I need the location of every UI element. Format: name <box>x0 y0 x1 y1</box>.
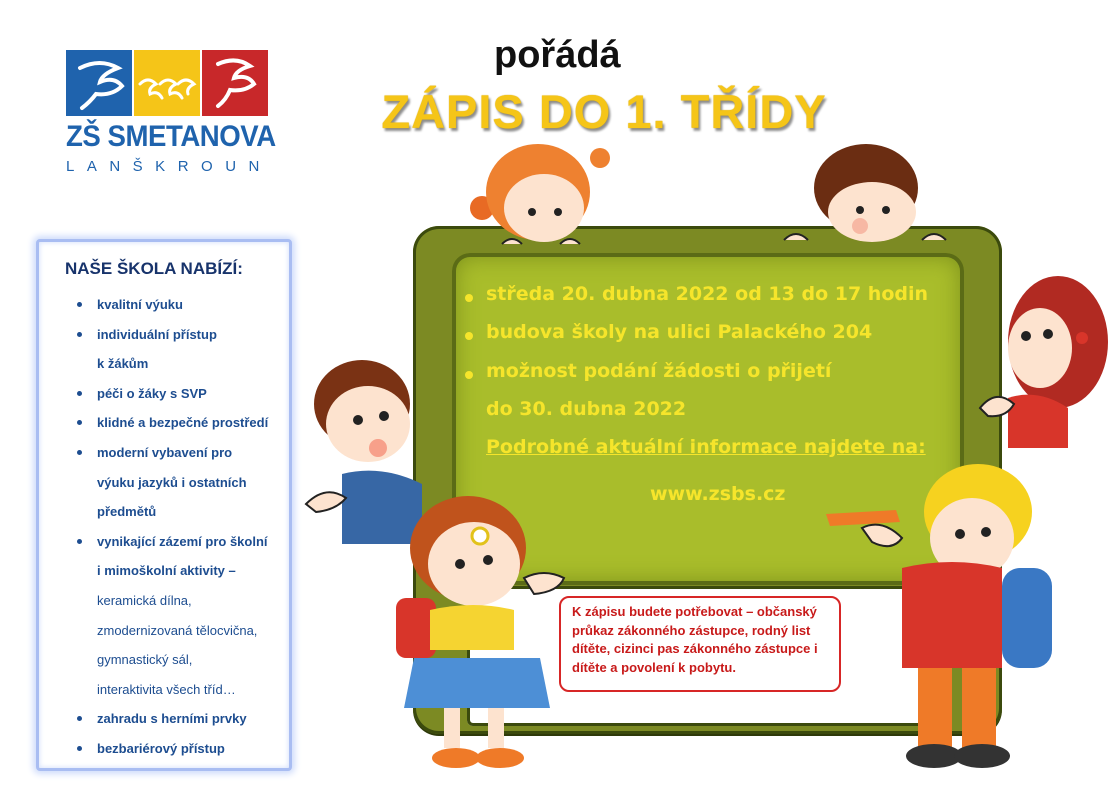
note-line: K zápisu budete potřebovat – občanský <box>572 604 817 619</box>
offer-item-text: individuální přístup <box>97 326 217 342</box>
application-deadline: do 30. dubna 2022 <box>486 398 687 420</box>
girl-right-illustration <box>978 268 1108 458</box>
girl-peeking-illustration <box>440 118 620 248</box>
offer-subitem-text: interaktivita všech tříd… <box>97 681 236 697</box>
offer-item-text: klidné a bezpečné prostředí <box>97 415 269 431</box>
list-item <box>39 438 297 527</box>
offer-item-text: moderní vybavení pro <box>97 444 233 460</box>
page-title: ZÁPIS DO 1. TŘÍDY <box>381 85 827 138</box>
list-item <box>39 290 297 320</box>
event-place: budova školy na ulici Palackého 204 <box>486 321 873 343</box>
application-info: možnost podání žádosti o přijetí <box>486 360 832 382</box>
offer-list <box>39 290 297 764</box>
girl-front-illustration <box>384 488 574 778</box>
offer-item-text: kvalitní výuku <box>97 297 183 312</box>
offer-item-text: předmětů <box>97 504 157 520</box>
requirements-note <box>559 596 841 692</box>
note-line: dítěte, cizinci pas zákonného zástupce i <box>572 641 818 657</box>
offer-item-text: vynikající zázemí pro školní <box>97 533 268 549</box>
info-link-text[interactable]: Podrobné aktuální informace najdete na: <box>486 436 926 458</box>
list-item <box>39 704 297 734</box>
bullet-icon <box>465 371 473 379</box>
website-link[interactable]: www.zsbs.cz <box>650 483 786 505</box>
offer-title: NAŠE ŠKOLA NABÍZÍ: <box>65 259 243 278</box>
offer-item-text: zahradu s herními prvky <box>97 711 247 727</box>
boy-peeking-illustration <box>776 138 956 248</box>
bullet-icon <box>465 294 473 302</box>
list-item <box>39 320 297 379</box>
logo-school-name: ZŠ SMETANOVA <box>66 120 276 153</box>
note-line: dítěte a povolení k pobytu. <box>572 659 736 675</box>
note-line: průkaz zákonného zástupce, rodný list <box>572 622 811 638</box>
offer-item-text: péči o žáky s SVP <box>97 385 207 401</box>
school-logo <box>66 50 276 180</box>
logo-tile-blue <box>66 50 132 116</box>
organizes-heading: pořádá <box>494 34 621 76</box>
offer-item-text: i mimoškolní aktivity – <box>97 563 236 579</box>
offer-item-text: k žákům <box>97 356 149 372</box>
school-offer-box <box>36 239 292 771</box>
list-item <box>39 408 297 438</box>
offer-subitem-text: gymnastický sál, <box>97 652 193 668</box>
logo-tile-red <box>202 50 268 116</box>
offer-subitem-text: zmodernizovaná tělocvična, <box>97 622 258 638</box>
offer-item-text: výuku jazyků i ostatních <box>97 474 247 490</box>
offer-subitem-text: keramická dílna, <box>97 592 192 608</box>
offer-item-text: bezbariérový přístup <box>97 740 225 756</box>
logo-tile-yellow <box>134 50 200 116</box>
list-item <box>39 379 297 409</box>
bullet-icon <box>465 332 473 340</box>
logo-town-name: LANŠKROUN <box>66 158 272 175</box>
list-item <box>39 527 297 705</box>
event-date: středa 20. dubna 2022 od 13 do 17 hodin <box>486 283 929 305</box>
boy-with-crayon-illustration <box>822 458 1062 778</box>
list-item <box>39 734 297 764</box>
